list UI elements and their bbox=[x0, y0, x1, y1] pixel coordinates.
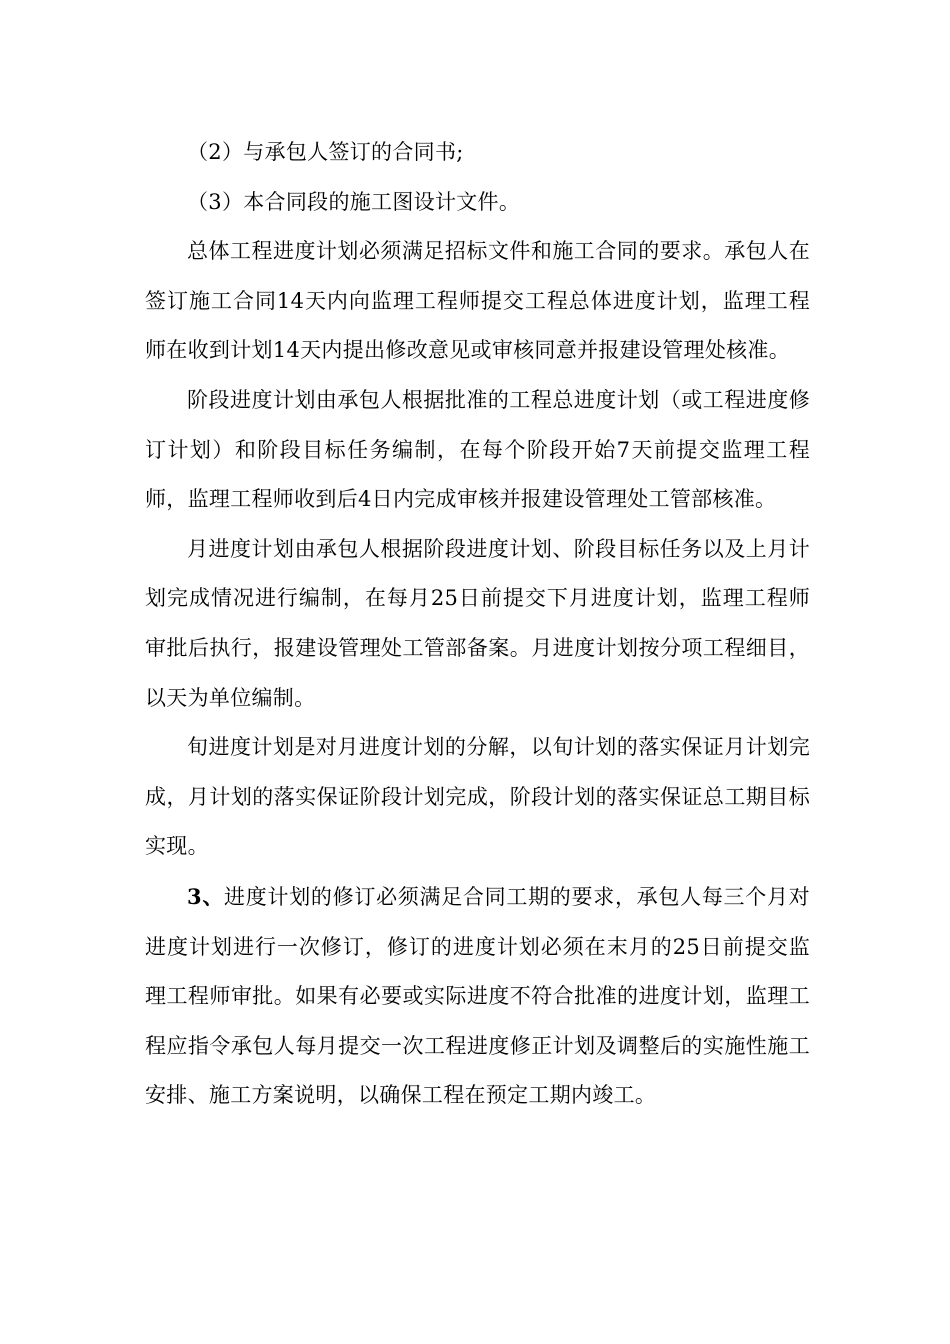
paragraph-design-files bbox=[145, 178, 810, 228]
section-number: 3、 bbox=[187, 883, 225, 909]
paragraph-text: （2）与承包人签订的合同书; bbox=[187, 140, 464, 164]
paragraph-overall-schedule bbox=[145, 227, 810, 376]
paragraph-text: 阶段进度计划由承包人根据批准的工程总进度计划（或工程进度修订计划）和阶段目标任务编制，在每个阶段开始7天前提交监理工程师，监理工程师收到后4日内完成审核并报建设管理处工管部核准。 bbox=[145, 387, 810, 512]
paragraph-text: 月进度计划由承包人根据阶段进度计划、阶段目标任务以及上月计划完成情况进行编制，在每月25日前提交下月进度计划，监理工程师审批后执行，报建设管理处工管部备案。月进度计划按分项工程细目，以天为单位编制。 bbox=[145, 536, 810, 710]
paragraph-text: 进度计划的修订必须满足合同工期的要求，承包人每三个月对进度计划进行一次修订，修订的进度计划必须在末月的25日前提交监理工程师审批。如果有必要或实际进度不符合批准的进度计划，监理工程应指令承包人每月提交一次工程进度修正计划及调整后的实施性施工安排、施工方案说明，以确保工程在预定工期内竣工。 bbox=[145, 884, 810, 1108]
paragraph-text: （3）本合同段的施工图设计文件。 bbox=[187, 189, 521, 214]
document-body bbox=[145, 128, 810, 1121]
paragraph-ten-day-schedule bbox=[145, 723, 810, 872]
paragraph-text: 总体工程进度计划必须满足招标文件和施工合同的要求。承包人在签订施工合同14天内向监理工程师提交工程总体进度计划，监理工程师在收到计划14天内提出修改意见或审核同意并报建设管理处核准。 bbox=[145, 239, 810, 363]
paragraph-schedule-revision bbox=[145, 872, 810, 1121]
paragraph-text: 旬进度计划是对月进度计划的分解，以旬计划的落实保证月计划完成，月计划的落实保证阶段计划完成，阶段计划的落实保证总工期目标实现。 bbox=[145, 735, 810, 859]
paragraph-contract-document bbox=[145, 128, 810, 178]
paragraph-monthly-schedule bbox=[145, 525, 810, 723]
paragraph-phase-schedule bbox=[145, 376, 810, 525]
